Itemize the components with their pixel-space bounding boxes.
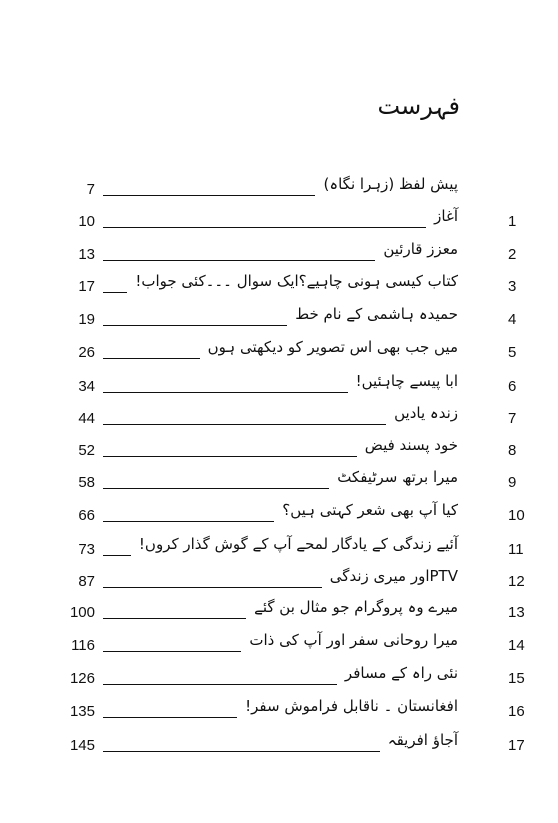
chapter-title: خود پسند فیض (364, 436, 458, 454)
chapter-title: افغانستان ۔ ناقابل فراموش سفر! (245, 697, 458, 715)
leader-line (103, 488, 329, 489)
page-number: 66 (78, 507, 95, 524)
chapter-number: 10 (508, 507, 525, 524)
chapter-title: کتاب کیسی ہونی چاہیے؟ایک سوال ۔۔۔کئی جواب! (135, 272, 458, 290)
chapter-title: آئیے زندگی کے یادگار لمحے آپ کے گوش گذار کروں! (138, 535, 458, 553)
page-number: 26 (78, 344, 95, 361)
leader-line (103, 555, 131, 556)
page-number: 13 (78, 246, 95, 263)
chapter-number: 17 (508, 737, 525, 754)
chapter-number: 11 (508, 541, 524, 558)
toc-row (0, 731, 558, 761)
chapter-title: نئی راہ کے مسافر (344, 664, 458, 682)
chapter-number: 8 (508, 442, 517, 459)
page-number: 7 (86, 181, 95, 198)
page-number: 17 (78, 278, 95, 295)
toc-row (0, 175, 558, 205)
chapter-number: 12 (508, 573, 525, 590)
leader-line (103, 195, 315, 196)
page-number: 145 (69, 737, 95, 754)
toc-row (0, 404, 558, 434)
chapter-title: میرا برتھ سرٹیفکٹ (337, 468, 458, 486)
toc-row (0, 338, 558, 368)
leader-line (103, 358, 200, 359)
leader-line (103, 292, 127, 293)
chapter-number: 2 (508, 246, 517, 263)
page-number: 52 (78, 442, 95, 459)
chapter-number: 3 (508, 278, 517, 295)
chapter-number: 1 (508, 213, 517, 230)
chapter-title: معزز قارئین (383, 240, 458, 258)
chapter-number: 13 (508, 604, 525, 621)
toc-row (0, 598, 558, 628)
chapter-number: 14 (508, 637, 525, 654)
page-number: 19 (78, 311, 95, 328)
chapter-number: 7 (508, 410, 517, 427)
chapter-title: حمیدہ ہاشمی کے نام خط (295, 305, 458, 323)
chapter-number: 9 (508, 474, 517, 491)
chapter-title: زندہ یادیں (394, 404, 458, 422)
toc-row (0, 468, 558, 498)
toc-row (0, 567, 558, 597)
toc-row (0, 240, 558, 270)
chapter-title: PTVاور میری زندگی (329, 567, 458, 585)
page-number: 34 (78, 378, 95, 395)
chapter-number: 16 (508, 703, 525, 720)
chapter-title: میں جب بھی اس تصویر کو دیکھتی ہوں (207, 338, 458, 356)
page-number: 87 (78, 573, 95, 590)
leader-line (103, 456, 357, 457)
chapter-title: آغاز (434, 207, 458, 225)
leader-line (103, 325, 287, 326)
leader-line (103, 717, 237, 718)
page-number: 58 (78, 474, 95, 491)
chapter-title: ابا پیسے چاہئیں! (355, 372, 458, 390)
page-title: فہرست (377, 92, 460, 120)
chapter-title: میرا روحانی سفر اور آپ کی ذات (249, 631, 458, 649)
page-number: 44 (78, 410, 95, 427)
chapter-title: آجاؤ افریقہ (387, 731, 458, 749)
leader-line (103, 587, 322, 588)
toc-row (0, 436, 558, 466)
page-number: 116 (71, 637, 95, 654)
leader-line (103, 424, 386, 425)
leader-line (103, 227, 426, 228)
chapter-title: کیا آپ بھی شعر کہتی ہیں؟ (282, 501, 458, 519)
page-number: 126 (69, 670, 95, 687)
leader-line (103, 521, 274, 522)
leader-line (103, 651, 241, 652)
leader-line (103, 751, 380, 752)
toc-row (0, 535, 558, 565)
toc-row (0, 207, 558, 237)
toc-row (0, 697, 558, 727)
leader-line (103, 392, 348, 393)
toc-row (0, 372, 558, 402)
chapter-title: پیش لفظ (زہرا نگاہ) (323, 175, 458, 193)
chapter-number: 6 (508, 378, 517, 395)
toc-row (0, 501, 558, 531)
toc-row (0, 272, 558, 302)
page-number: 10 (78, 213, 95, 230)
toc-row (0, 305, 558, 335)
page-number: 100 (69, 604, 95, 621)
toc-row (0, 631, 558, 661)
toc-row (0, 664, 558, 694)
chapter-number: 4 (508, 311, 517, 328)
leader-line (103, 684, 337, 685)
page-number: 73 (78, 541, 95, 558)
page-number: 135 (69, 703, 95, 720)
leader-line (103, 260, 375, 261)
leader-line (103, 618, 246, 619)
chapter-title: میرے وہ پروگرام جو مثال بن گئے (254, 598, 458, 616)
chapter-number: 15 (508, 670, 525, 687)
chapter-number: 5 (508, 344, 517, 361)
